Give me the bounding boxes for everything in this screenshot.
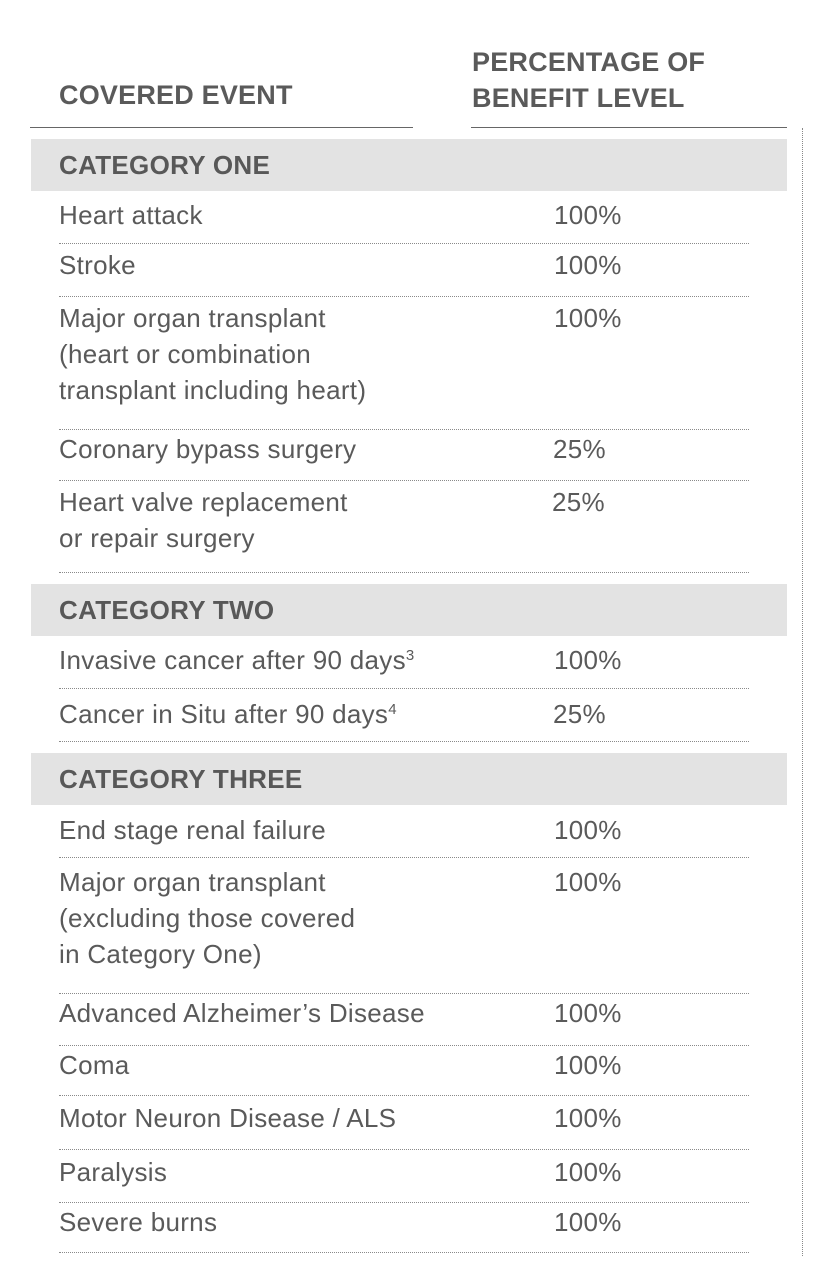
event-text: Cancer in Situ after 90 days bbox=[59, 699, 389, 729]
covered-event bbox=[59, 642, 459, 678]
category-title: CATEGORY TWO bbox=[59, 595, 275, 625]
percentage-header-line2: BENEFIT LEVEL bbox=[472, 83, 685, 113]
benefit-percentage: 100% bbox=[554, 1050, 622, 1080]
benefit-percentage: 100% bbox=[554, 867, 622, 897]
covered-event: Heart attack bbox=[59, 200, 203, 230]
row-separator bbox=[59, 429, 749, 430]
row-separator bbox=[59, 572, 749, 573]
benefit-percentage: 100% bbox=[554, 200, 622, 230]
footnote-marker: 3 bbox=[405, 647, 415, 664]
benefit-percentage: 100% bbox=[554, 1157, 622, 1187]
covered-event: Severe burns bbox=[59, 1207, 218, 1237]
benefit-percentage: 100% bbox=[554, 998, 622, 1028]
footnote-marker: 4 bbox=[388, 701, 397, 718]
benefit-percentage: 100% bbox=[554, 645, 622, 675]
category-three-header bbox=[31, 753, 787, 805]
event-text: Invasive cancer after 90 days bbox=[59, 645, 406, 675]
covered-event: Coma bbox=[59, 1050, 130, 1080]
percentage-header bbox=[472, 44, 705, 116]
benefit-percentage: 100% bbox=[554, 1207, 622, 1237]
category-title: CATEGORY ONE bbox=[59, 150, 271, 180]
row-separator bbox=[59, 243, 749, 244]
benefit-percentage: 100% bbox=[554, 250, 622, 280]
benefit-percentage: 25% bbox=[552, 487, 605, 517]
benefit-percentage: 25% bbox=[553, 434, 606, 464]
row-separator bbox=[59, 1149, 749, 1150]
covered-event: Paralysis bbox=[59, 1157, 168, 1187]
header-rule-left bbox=[30, 127, 413, 128]
covered-event: Major organ transplant (excluding those covered in Category One) bbox=[59, 867, 356, 969]
row-separator bbox=[59, 480, 749, 481]
covered-event-header: COVERED EVENT bbox=[59, 80, 293, 110]
right-dotted-border bbox=[802, 128, 803, 1256]
covered-event: Coronary bypass surgery bbox=[59, 434, 357, 464]
covered-event: Major organ transplant (heart or combination transplant including heart) bbox=[59, 303, 367, 405]
row-separator bbox=[59, 993, 749, 994]
benefit-percentage: 100% bbox=[554, 303, 622, 333]
covered-event: Motor Neuron Disease / ALS bbox=[59, 1103, 397, 1133]
covered-event: Advanced Alzheimer’s Disease bbox=[59, 998, 425, 1028]
category-one-header bbox=[31, 139, 787, 191]
benefit-percentage: 100% bbox=[554, 1103, 622, 1133]
row-separator bbox=[59, 296, 749, 297]
covered-event bbox=[59, 696, 459, 732]
benefit-percentage: 100% bbox=[554, 815, 622, 845]
covered-event: Stroke bbox=[59, 250, 136, 280]
percentage-header-line1: PERCENTAGE OF bbox=[472, 47, 706, 77]
covered-event: End stage renal failure bbox=[59, 815, 327, 845]
row-separator bbox=[59, 741, 749, 742]
header-rule-right bbox=[471, 127, 787, 128]
category-two-header bbox=[31, 584, 787, 636]
row-separator bbox=[59, 1095, 749, 1096]
category-title: CATEGORY THREE bbox=[59, 764, 303, 794]
covered-event: Heart valve replacement or repair surgery bbox=[59, 487, 348, 553]
row-separator bbox=[59, 1252, 749, 1253]
row-separator bbox=[59, 688, 749, 689]
row-separator bbox=[59, 1202, 749, 1203]
benefit-percentage: 25% bbox=[553, 699, 606, 729]
row-separator bbox=[59, 857, 749, 858]
row-separator bbox=[59, 1045, 749, 1046]
